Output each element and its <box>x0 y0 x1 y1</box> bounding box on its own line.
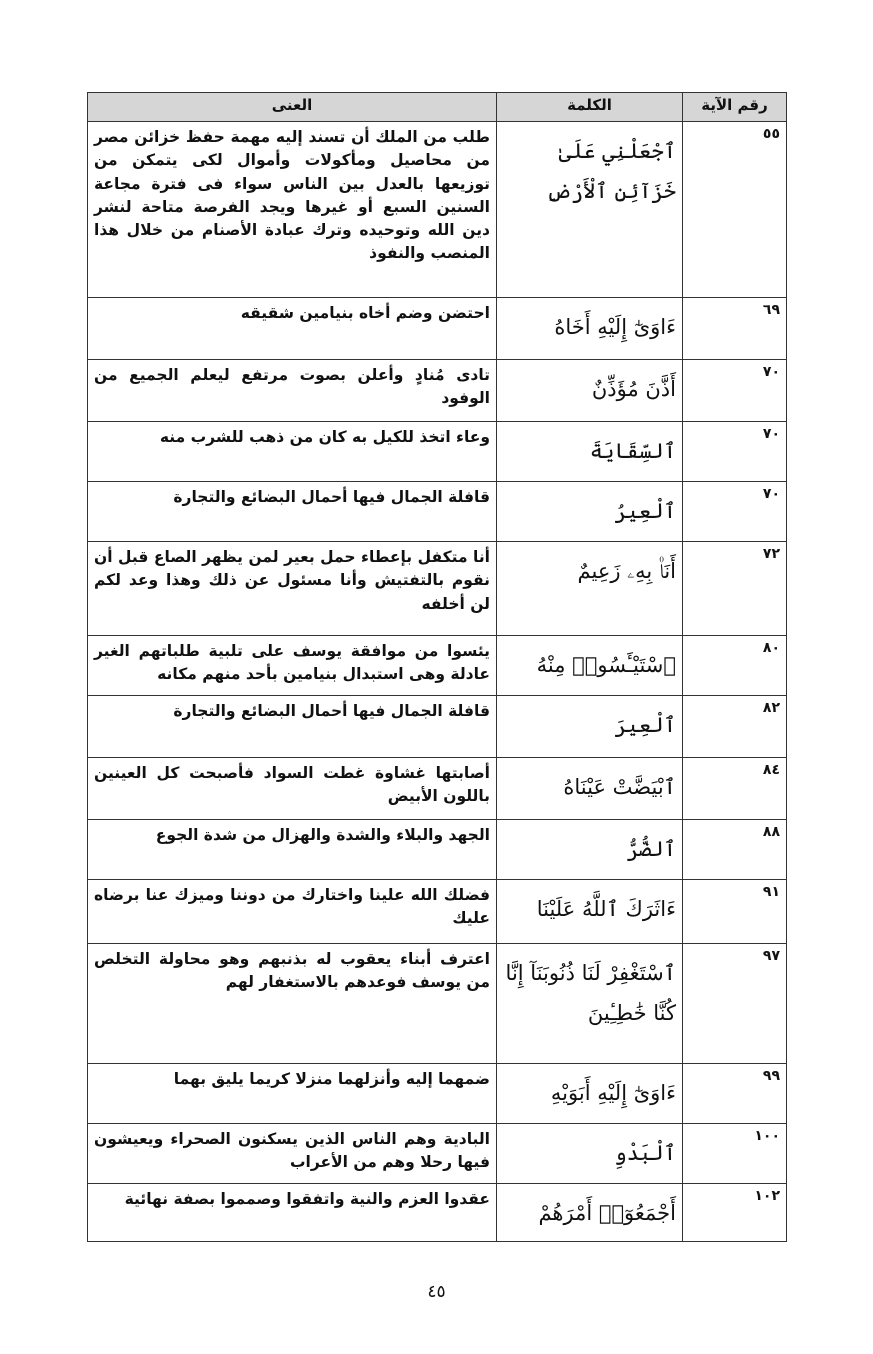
word-meaning: قافلة الجمال فيها أحمال البضائع والتجارة <box>88 482 497 542</box>
verse-number: ٧٠ <box>683 422 787 482</box>
word-meaning: ضمهما إليه وأنزلهما منزلا كريما يليق بهما <box>88 1064 497 1124</box>
table-row <box>88 360 787 422</box>
table-row <box>88 636 787 696</box>
word-meaning: قافلة الجمال فيها أحمال البضائع والتجارة <box>88 696 497 758</box>
verse-number: ٧٢ <box>683 542 787 636</box>
table-row <box>88 298 787 360</box>
quran-word: ٱلْبَدْوِ <box>497 1124 683 1184</box>
verse-number: ١٠٠ <box>683 1124 787 1184</box>
quran-word: ٱسْتَيْـَٔسُوا۟ مِنْهُ <box>497 636 683 696</box>
table-row <box>88 880 787 944</box>
quran-word: ءَاوَىٰٓ إِلَيْهِ أَخَاهُ <box>497 298 683 360</box>
table-row <box>88 1184 787 1242</box>
verse-number: ٨٢ <box>683 696 787 758</box>
verse-number: ٨٤ <box>683 758 787 820</box>
verse-number: ٧٠ <box>683 482 787 542</box>
header-row <box>88 93 787 122</box>
table-row <box>88 422 787 482</box>
word-meaning: وعاء اتخذ للكيل به كان من ذهب للشرب منه <box>88 422 497 482</box>
verse-number: ٧٠ <box>683 360 787 422</box>
table-row <box>88 944 787 1064</box>
verse-number: ٩١ <box>683 880 787 944</box>
quran-word: أَجْمَعُوٓا۟ أَمْرَهُمْ <box>497 1184 683 1242</box>
table-row <box>88 122 787 298</box>
table-row <box>88 542 787 636</box>
verse-number: ٩٧ <box>683 944 787 1064</box>
table-row <box>88 758 787 820</box>
quran-word: أَذَّنَ مُؤَذِّنٌ <box>497 360 683 422</box>
word-meaning: احتضن وضم أخاه بنيامين شقيقه <box>88 298 497 360</box>
table-row <box>88 1124 787 1184</box>
word-meaning: فضلك الله علينا واختارك من دوننا وميزك عنا برضاه عليك <box>88 880 497 944</box>
quran-word: ٱلضُّرُّ <box>497 820 683 880</box>
quran-word: ٱلْعِيرَ <box>497 696 683 758</box>
header-meaning: العنى <box>88 93 497 122</box>
quran-word: ٱسْتَغْفِرْ لَنَا ذُنُوبَنَآ إِنَّا كُنَّا خَٰطِـِٔينَ <box>497 944 683 1064</box>
word-meaning: يئسوا من موافقة يوسف على تلبية طلباتهم الغير عادلة وهى استبدال بنيامين بأحد منهم مكانه <box>88 636 497 696</box>
verse-number: ٦٩ <box>683 298 787 360</box>
verse-number: ٨٠ <box>683 636 787 696</box>
header-verse-number: رقم الآية <box>683 93 787 122</box>
quran-word: ٱلسِّقَايَةَ <box>497 422 683 482</box>
quran-word: ٱبْيَضَّتْ عَيْنَاهُ <box>497 758 683 820</box>
table-row <box>88 1064 787 1124</box>
word-meaning: عقدوا العزم والنية واتفقوا وصمموا بصفة نهائية <box>88 1184 497 1242</box>
table-row <box>88 696 787 758</box>
word-meaning: الجهد والبلاء والشدة والهزال من شدة الجوع <box>88 820 497 880</box>
quran-word: أَنَا۠ بِهِۦ زَعِيمٌ <box>497 542 683 636</box>
header-word: الكلمة <box>497 93 683 122</box>
quran-word: ٱلْعِيرُ <box>497 482 683 542</box>
quran-word: ءَاثَرَكَ ٱللَّهُ عَلَيْنَا <box>497 880 683 944</box>
vocabulary-table <box>87 92 787 1242</box>
word-meaning: تادى مُنادٍ وأعلن بصوت مرتفع ليعلم الجميع من الوفود <box>88 360 497 422</box>
verse-number: ٥٥ <box>683 122 787 298</box>
word-meaning: أصابتها غشاوة غطت السواد فأصبحت كل العينين باللون الأبيض <box>88 758 497 820</box>
word-meaning: طلب من الملك أن تسند إليه مهمة حفظ خزائن مصر من محاصيل ومأكولات وأموال لكى يتمكن من توزيعها بالعدل بين الناس سواء فى فترة مجاعة السنين السبع أو غيرها ويجد الفرصة متاحة لنشر دين الله وتوحيده وترك عبادة الأصنام من خلال هذا المنصب والنفوذ <box>88 122 497 298</box>
page-number: ٤٥ <box>427 1282 446 1302</box>
verse-number: ١٠٢ <box>683 1184 787 1242</box>
table-row <box>88 820 787 880</box>
quran-word: ءَاوَىٰٓ إِلَيْهِ أَبَوَيْهِ <box>497 1064 683 1124</box>
word-meaning: أنا متكفل بإعطاء حمل بعير لمن يظهر الصاع قبل أن نقوم بالتفتيش وأنا مسئول عن ذلك وهذا وعد لكم لن أخلفه <box>88 542 497 636</box>
word-meaning: اعترف أبناء يعقوب له بذنبهم وهو محاولة التخلص من يوسف فوعدهم بالاستغفار لهم <box>88 944 497 1064</box>
word-meaning: البادية وهم الناس الذين يسكنون الصحراء ويعيشون فيها رحلا وهم من الأعراب <box>88 1124 497 1184</box>
verse-number: ٨٨ <box>683 820 787 880</box>
table-row <box>88 482 787 542</box>
quran-word: ٱجْعَلْنِي عَلَىٰ خَزَآئِنِ ٱلْأَرْضِ <box>497 122 683 298</box>
verse-number: ٩٩ <box>683 1064 787 1124</box>
